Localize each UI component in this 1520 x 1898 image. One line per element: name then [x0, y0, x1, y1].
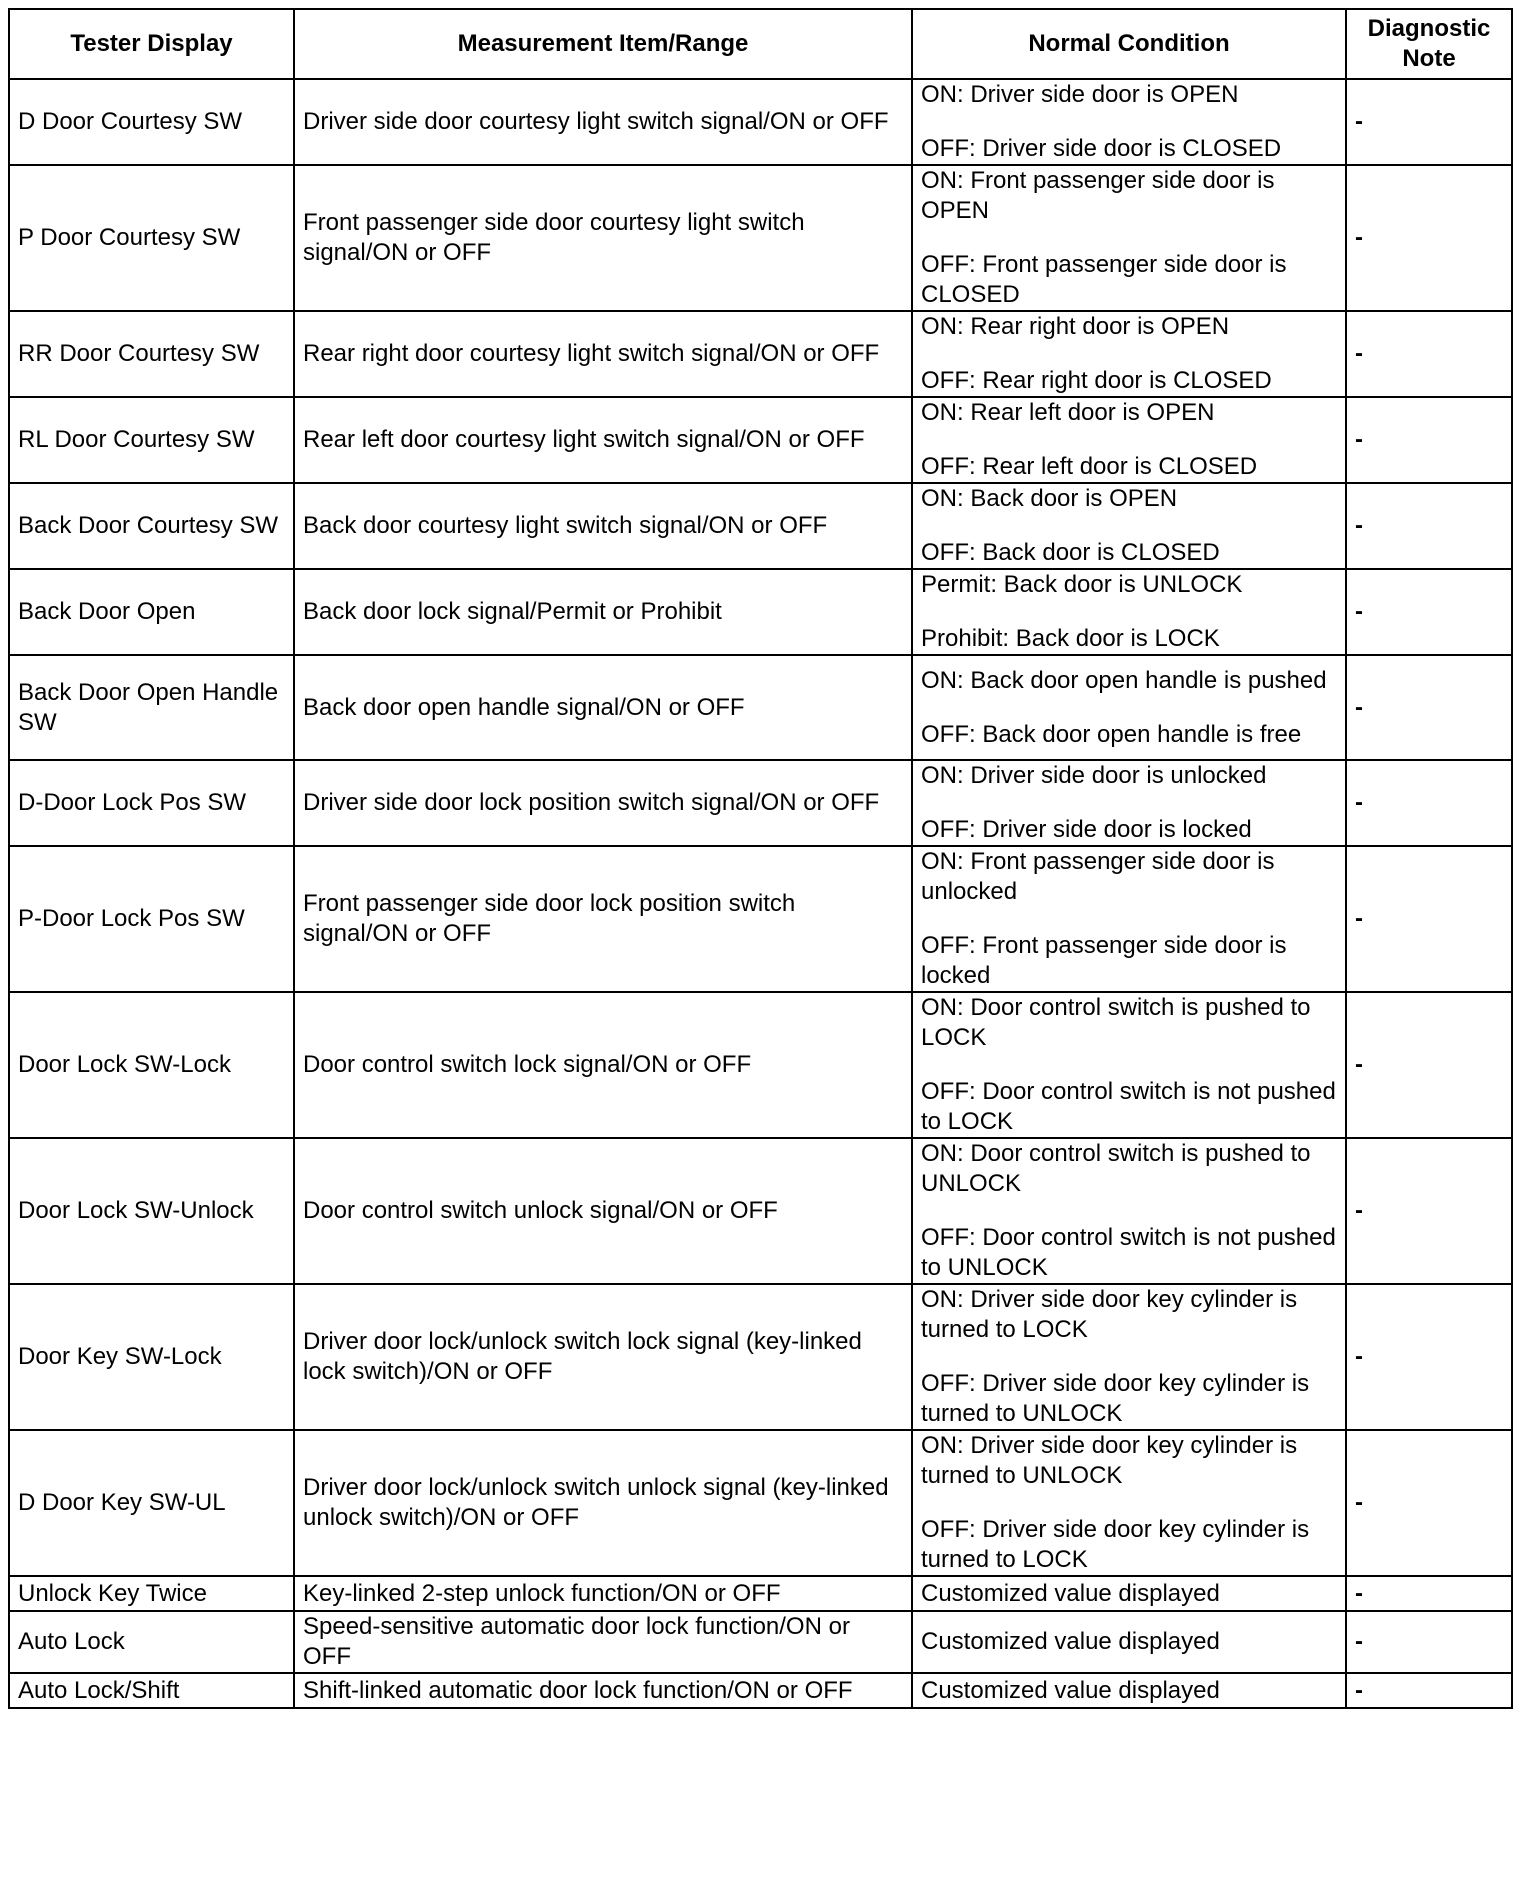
- table-row: [9, 1611, 1512, 1673]
- tester-display-cell: D Door Courtesy SW: [9, 79, 294, 165]
- condition-line: OFF: Rear left door is CLOSED: [921, 453, 1258, 480]
- condition-line: OFF: Door control switch is not pushed to UNLOCK: [921, 1224, 1336, 1281]
- condition-line: ON: Driver side door is unlocked: [921, 762, 1267, 789]
- tester-display-cell: P-Door Lock Pos SW: [9, 846, 294, 992]
- table-body: [9, 79, 1512, 1708]
- condition-line: OFF: Back door is CLOSED: [921, 539, 1220, 566]
- diagnostic-note-cell: -: [1346, 760, 1512, 846]
- measurement-cell: Door control switch unlock signal/ON or OFF: [294, 1138, 912, 1284]
- tester-display-cell: Door Key SW-Lock: [9, 1284, 294, 1430]
- diagnostic-note-cell: -: [1346, 79, 1512, 165]
- diagnostic-note-cell: -: [1346, 1611, 1512, 1673]
- table-row: [9, 165, 1512, 311]
- condition-line: OFF: Door control switch is not pushed to LOCK: [921, 1078, 1336, 1135]
- condition-line: ON: Door control switch is pushed to LOCK: [921, 994, 1311, 1051]
- diagnostic-note-cell: -: [1346, 311, 1512, 397]
- tester-display-cell: RL Door Courtesy SW: [9, 397, 294, 483]
- measurement-cell: Rear left door courtesy light switch signal/ON or OFF: [294, 397, 912, 483]
- tester-display-cell: Back Door Courtesy SW: [9, 483, 294, 569]
- condition-line: ON: Back door open handle is pushed: [921, 666, 1327, 694]
- normal-condition-cell: [912, 79, 1346, 165]
- normal-condition-cell: [912, 1430, 1346, 1576]
- tester-display-cell: Back Door Open: [9, 569, 294, 655]
- tester-display-cell: Auto Lock: [9, 1611, 294, 1673]
- condition-line: ON: Rear right door is OPEN: [921, 313, 1230, 340]
- condition-line: Prohibit: Back door is LOCK: [921, 625, 1220, 652]
- table-row: [9, 1430, 1512, 1576]
- measurement-cell: Rear right door courtesy light switch signal/ON or OFF: [294, 311, 912, 397]
- normal-condition-cell: [912, 1284, 1346, 1430]
- measurement-cell: Front passenger side door lock position switch signal/ON or OFF: [294, 846, 912, 992]
- condition-line: ON: Front passenger side door is OPEN: [921, 167, 1275, 224]
- condition-line: Customized value displayed: [921, 1628, 1220, 1655]
- diagnostic-note-cell: -: [1346, 165, 1512, 311]
- measurement-cell: Driver door lock/unlock switch lock signal (key-linked lock switch)/ON or OFF: [294, 1284, 912, 1430]
- condition-line: Customized value displayed: [921, 1579, 1220, 1607]
- measurement-cell: Driver side door lock position switch signal/ON or OFF: [294, 760, 912, 846]
- condition-line: OFF: Front passenger side door is locked: [921, 932, 1287, 989]
- condition-line: ON: Door control switch is pushed to UNLOCK: [921, 1140, 1311, 1197]
- measurement-cell: Shift-linked automatic door lock function/ON or OFF: [294, 1673, 912, 1708]
- condition-line: OFF: Rear right door is CLOSED: [921, 367, 1272, 394]
- diagnostic-note-cell: -: [1346, 655, 1512, 760]
- header-measurement: Measurement Item/Range: [294, 9, 912, 79]
- condition-line: ON: Front passenger side door is unlocked: [921, 848, 1275, 905]
- normal-condition-cell: [912, 655, 1346, 760]
- normal-condition-cell: [912, 992, 1346, 1138]
- diagnostic-note-cell: -: [1346, 397, 1512, 483]
- normal-condition-cell: [912, 1673, 1346, 1708]
- tester-display-cell: P Door Courtesy SW: [9, 165, 294, 311]
- condition-line: OFF: Driver side door key cylinder is turned to LOCK: [921, 1516, 1310, 1573]
- normal-condition-cell: [912, 569, 1346, 655]
- diagnostic-note-cell: -: [1346, 1576, 1512, 1611]
- condition-line: Permit: Back door is UNLOCK: [921, 571, 1243, 598]
- tester-display-cell: D Door Key SW-UL: [9, 1430, 294, 1576]
- table-row: [9, 311, 1512, 397]
- header-row: [9, 9, 1512, 79]
- diagnostic-note-cell: -: [1346, 1430, 1512, 1576]
- condition-line: Customized value displayed: [921, 1676, 1220, 1704]
- table-row: [9, 79, 1512, 165]
- measurement-cell: Speed-sensitive automatic door lock function/ON or OFF: [294, 1611, 912, 1673]
- header-tester-display: Tester Display: [9, 9, 294, 79]
- measurement-cell: Key-linked 2-step unlock function/ON or OFF: [294, 1576, 912, 1611]
- measurement-cell: Back door lock signal/Permit or Prohibit: [294, 569, 912, 655]
- normal-condition-cell: [912, 1611, 1346, 1673]
- table-row: [9, 992, 1512, 1138]
- normal-condition-cell: [912, 1138, 1346, 1284]
- condition-line: OFF: Driver side door is locked: [921, 816, 1252, 843]
- diagnostic-note-cell: -: [1346, 483, 1512, 569]
- measurement-cell: Door control switch lock signal/ON or OFF: [294, 992, 912, 1138]
- measurement-cell: Back door open handle signal/ON or OFF: [294, 655, 912, 760]
- normal-condition-cell: [912, 311, 1346, 397]
- table-row: [9, 1673, 1512, 1708]
- measurement-cell: Front passenger side door courtesy light switch signal/ON or OFF: [294, 165, 912, 311]
- table-row: [9, 569, 1512, 655]
- normal-condition-cell: [912, 397, 1346, 483]
- diagnostic-note-cell: -: [1346, 992, 1512, 1138]
- condition-line: OFF: Driver side door is CLOSED: [921, 135, 1282, 162]
- table-row: [9, 1138, 1512, 1284]
- table-row: [9, 1284, 1512, 1430]
- condition-line: ON: Driver side door is OPEN: [921, 81, 1239, 108]
- diagnostic-note-cell: -: [1346, 1138, 1512, 1284]
- condition-line: OFF: Driver side door key cylinder is turned to UNLOCK: [921, 1370, 1310, 1427]
- tester-display-cell: D-Door Lock Pos SW: [9, 760, 294, 846]
- condition-line: ON: Back door is OPEN: [921, 485, 1178, 512]
- condition-line: ON: Driver side door key cylinder is turned to LOCK: [921, 1286, 1298, 1343]
- normal-condition-cell: [912, 1576, 1346, 1611]
- table-row: [9, 483, 1512, 569]
- normal-condition-cell: [912, 483, 1346, 569]
- table-row: [9, 846, 1512, 992]
- tester-display-cell: Unlock Key Twice: [9, 1576, 294, 1611]
- table-row: [9, 760, 1512, 846]
- table-row: [9, 397, 1512, 483]
- normal-condition-cell: [912, 760, 1346, 846]
- diagnostic-note-cell: -: [1346, 1673, 1512, 1708]
- tester-display-cell: RR Door Courtesy SW: [9, 311, 294, 397]
- diagnostic-note-cell: -: [1346, 846, 1512, 992]
- measurement-cell: Back door courtesy light switch signal/ON or OFF: [294, 483, 912, 569]
- measurement-cell: Driver door lock/unlock switch unlock signal (key-linked unlock switch)/ON or OFF: [294, 1430, 912, 1576]
- diagnostic-note-cell: -: [1346, 1284, 1512, 1430]
- tester-display-cell: Back Door Open Handle SW: [9, 655, 294, 760]
- header-diagnostic-note: Diagnostic Note: [1346, 9, 1512, 79]
- diagnostic-note-cell: -: [1346, 569, 1512, 655]
- condition-line: ON: Driver side door key cylinder is turned to UNLOCK: [921, 1432, 1298, 1489]
- condition-line: OFF: Front passenger side door is CLOSED: [921, 251, 1287, 308]
- condition-line: OFF: Back door open handle is free: [921, 720, 1302, 748]
- table-row: [9, 655, 1512, 760]
- tester-display-cell: Door Lock SW-Lock: [9, 992, 294, 1138]
- normal-condition-cell: [912, 165, 1346, 311]
- condition-line: ON: Rear left door is OPEN: [921, 399, 1215, 426]
- tester-display-cell: Door Lock SW-Unlock: [9, 1138, 294, 1284]
- tester-display-cell: Auto Lock/Shift: [9, 1673, 294, 1708]
- normal-condition-cell: [912, 846, 1346, 992]
- header-normal-condition: Normal Condition: [912, 9, 1346, 79]
- measurement-cell: Driver side door courtesy light switch signal/ON or OFF: [294, 79, 912, 165]
- diagnostic-table: [8, 8, 1513, 1709]
- table-row: [9, 1576, 1512, 1611]
